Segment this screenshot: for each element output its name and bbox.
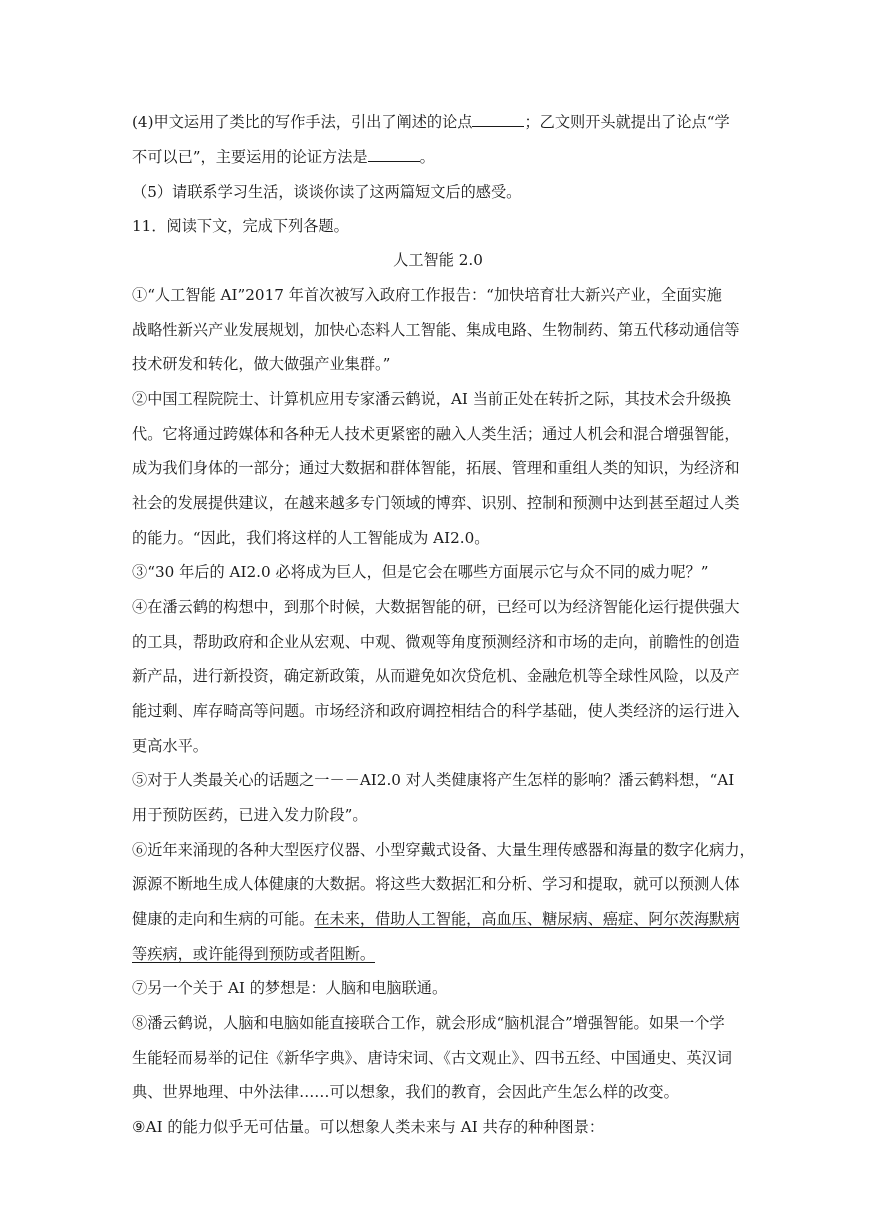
- paragraph-4-line: ④在潘云鹤的构想中，到那个时候，大数据智能的研，已经可以为经济智能化运行提供强大: [132, 598, 740, 616]
- question-4-line-1: [132, 112, 744, 132]
- article-title: 人工智能 2.0: [393, 251, 483, 269]
- paragraph-6-text: 健康的走向和生病的可能。: [132, 910, 315, 928]
- underlined-sentence: 等疾病，或许能得到预防或者阻断。: [132, 945, 375, 963]
- paragraph-4-line: 能过剩、库存畸高等问题。市场经济和政府调控相结合的科学基础，使人类经济的运行进入: [132, 702, 740, 720]
- question-4-line-2: [132, 147, 744, 167]
- paragraph-6-line: [132, 909, 744, 929]
- question-4-text: 不可以已”，主要运用的论证方法是: [132, 148, 368, 166]
- question-11-heading: 11．阅读下文，完成下列各题。: [132, 217, 349, 235]
- paragraph-6-line: 源源不断地生成人体健康的大数据。将这些大数据汇和分析、学习和提取，就可以预测人体: [132, 875, 740, 893]
- paragraph-1-line: 战略性新兴产业发展规划，加快心态料人工智能、集成电路、生物制药、第五代移动通信等: [132, 321, 740, 339]
- paragraph-1-line: ①“人工智能 AI”2017 年首次被写入政府工作报告：“加快培育壮大新兴产业，全面实施: [132, 286, 722, 304]
- paragraph-1-line: 技术研发和转化，做大做强产业集群。”: [132, 355, 391, 373]
- question-4-text: (4)甲文运用了类比的写作手法，引出了阐述的论点: [132, 113, 473, 131]
- paragraph-6-line: [132, 944, 744, 964]
- paragraph-2-line: 代。它将通过跨媒体和各种无人技术更紧密的融入人类生活；通过人机会和混合增强智能，: [132, 425, 740, 443]
- question-4-text: 。: [419, 148, 435, 166]
- question-4-text: ；乙文则开头就提出了论点“学: [524, 113, 730, 131]
- paragraph-2-line: ②中国工程院院士、计算机应用专家潘云鹤说，AI 当前正处在转折之际，其技术会升级换: [132, 390, 731, 408]
- paragraph-2-line: 社会的发展提供建议，在越来越多专门领域的博弈、识别、控制和预测中达到甚至超过人类: [132, 494, 740, 512]
- paragraph-4-line: 更高水平。: [132, 737, 208, 755]
- paragraph-3: ③“30 年后的 AI2.0 必将成为巨人，但是它会在哪些方面展示它与众不同的威力呢？”: [132, 563, 709, 581]
- underlined-sentence: 在未来，借助人工智能，高血压、糖尿病、癌症、阿尔茨海默病: [314, 910, 740, 928]
- paragraph-2-line: 成为我们身体的一部分；通过大数据和群体智能，拓展、管理和重组人类的知识，为经济和: [132, 459, 740, 477]
- paragraph-4-line: 的工具，帮助政府和企业从宏观、中观、微观等角度预测经济和市场的走向，前瞻性的创造: [132, 633, 740, 651]
- paragraph-4-line: 新产品，进行新投资，确定新政策，从而避免如次贷危机、金融危机等全球性风险，以及产: [132, 667, 740, 685]
- paragraph-5-line: 用于预防医药，已进入发力阶段”。: [132, 806, 368, 824]
- paragraph-8-line: 典、世界地理、中外法律……可以想象，我们的教育，会因此产生怎么样的改变。: [132, 1083, 679, 1101]
- answer-blank-2[interactable]: [368, 147, 420, 162]
- paragraph-8-line: 生能轻而易举的记住《新华字典》、唐诗宋词、《古文观止》、四书五经、中国通史、英汉词: [132, 1049, 732, 1067]
- paragraph-2-line: 的能力。“因此，我们将这样的人工智能成为 AI2.0。: [132, 529, 490, 547]
- paragraph-5-line: ⑤对于人类最关心的话题之一－－AI2.0 对人类健康将产生怎样的影响？潘云鹤料想，“AI: [132, 771, 735, 789]
- question-5: （5）请联系学习生活，谈谈你读了这两篇短文后的感受。: [132, 183, 522, 201]
- paragraph-6-line: ⑥近年来涌现的各种大型医疗仪器、小型穿戴式设备、大量生理传感器和海量的数字化病力，: [132, 841, 755, 859]
- paragraph-8-line: ⑧潘云鹤说，人脑和电脑如能直接联合工作，就会形成“脑机混合”增强智能。如果一个学: [132, 1014, 725, 1032]
- answer-blank-1[interactable]: [472, 112, 524, 127]
- paragraph-9: ⑨AI 的能力似乎无可估量。可以想象人类未来与 AI 共存的种种图景：: [132, 1118, 605, 1136]
- paragraph-7: ⑦另一个关于 AI 的梦想是：人脑和电脑联通。: [132, 979, 448, 997]
